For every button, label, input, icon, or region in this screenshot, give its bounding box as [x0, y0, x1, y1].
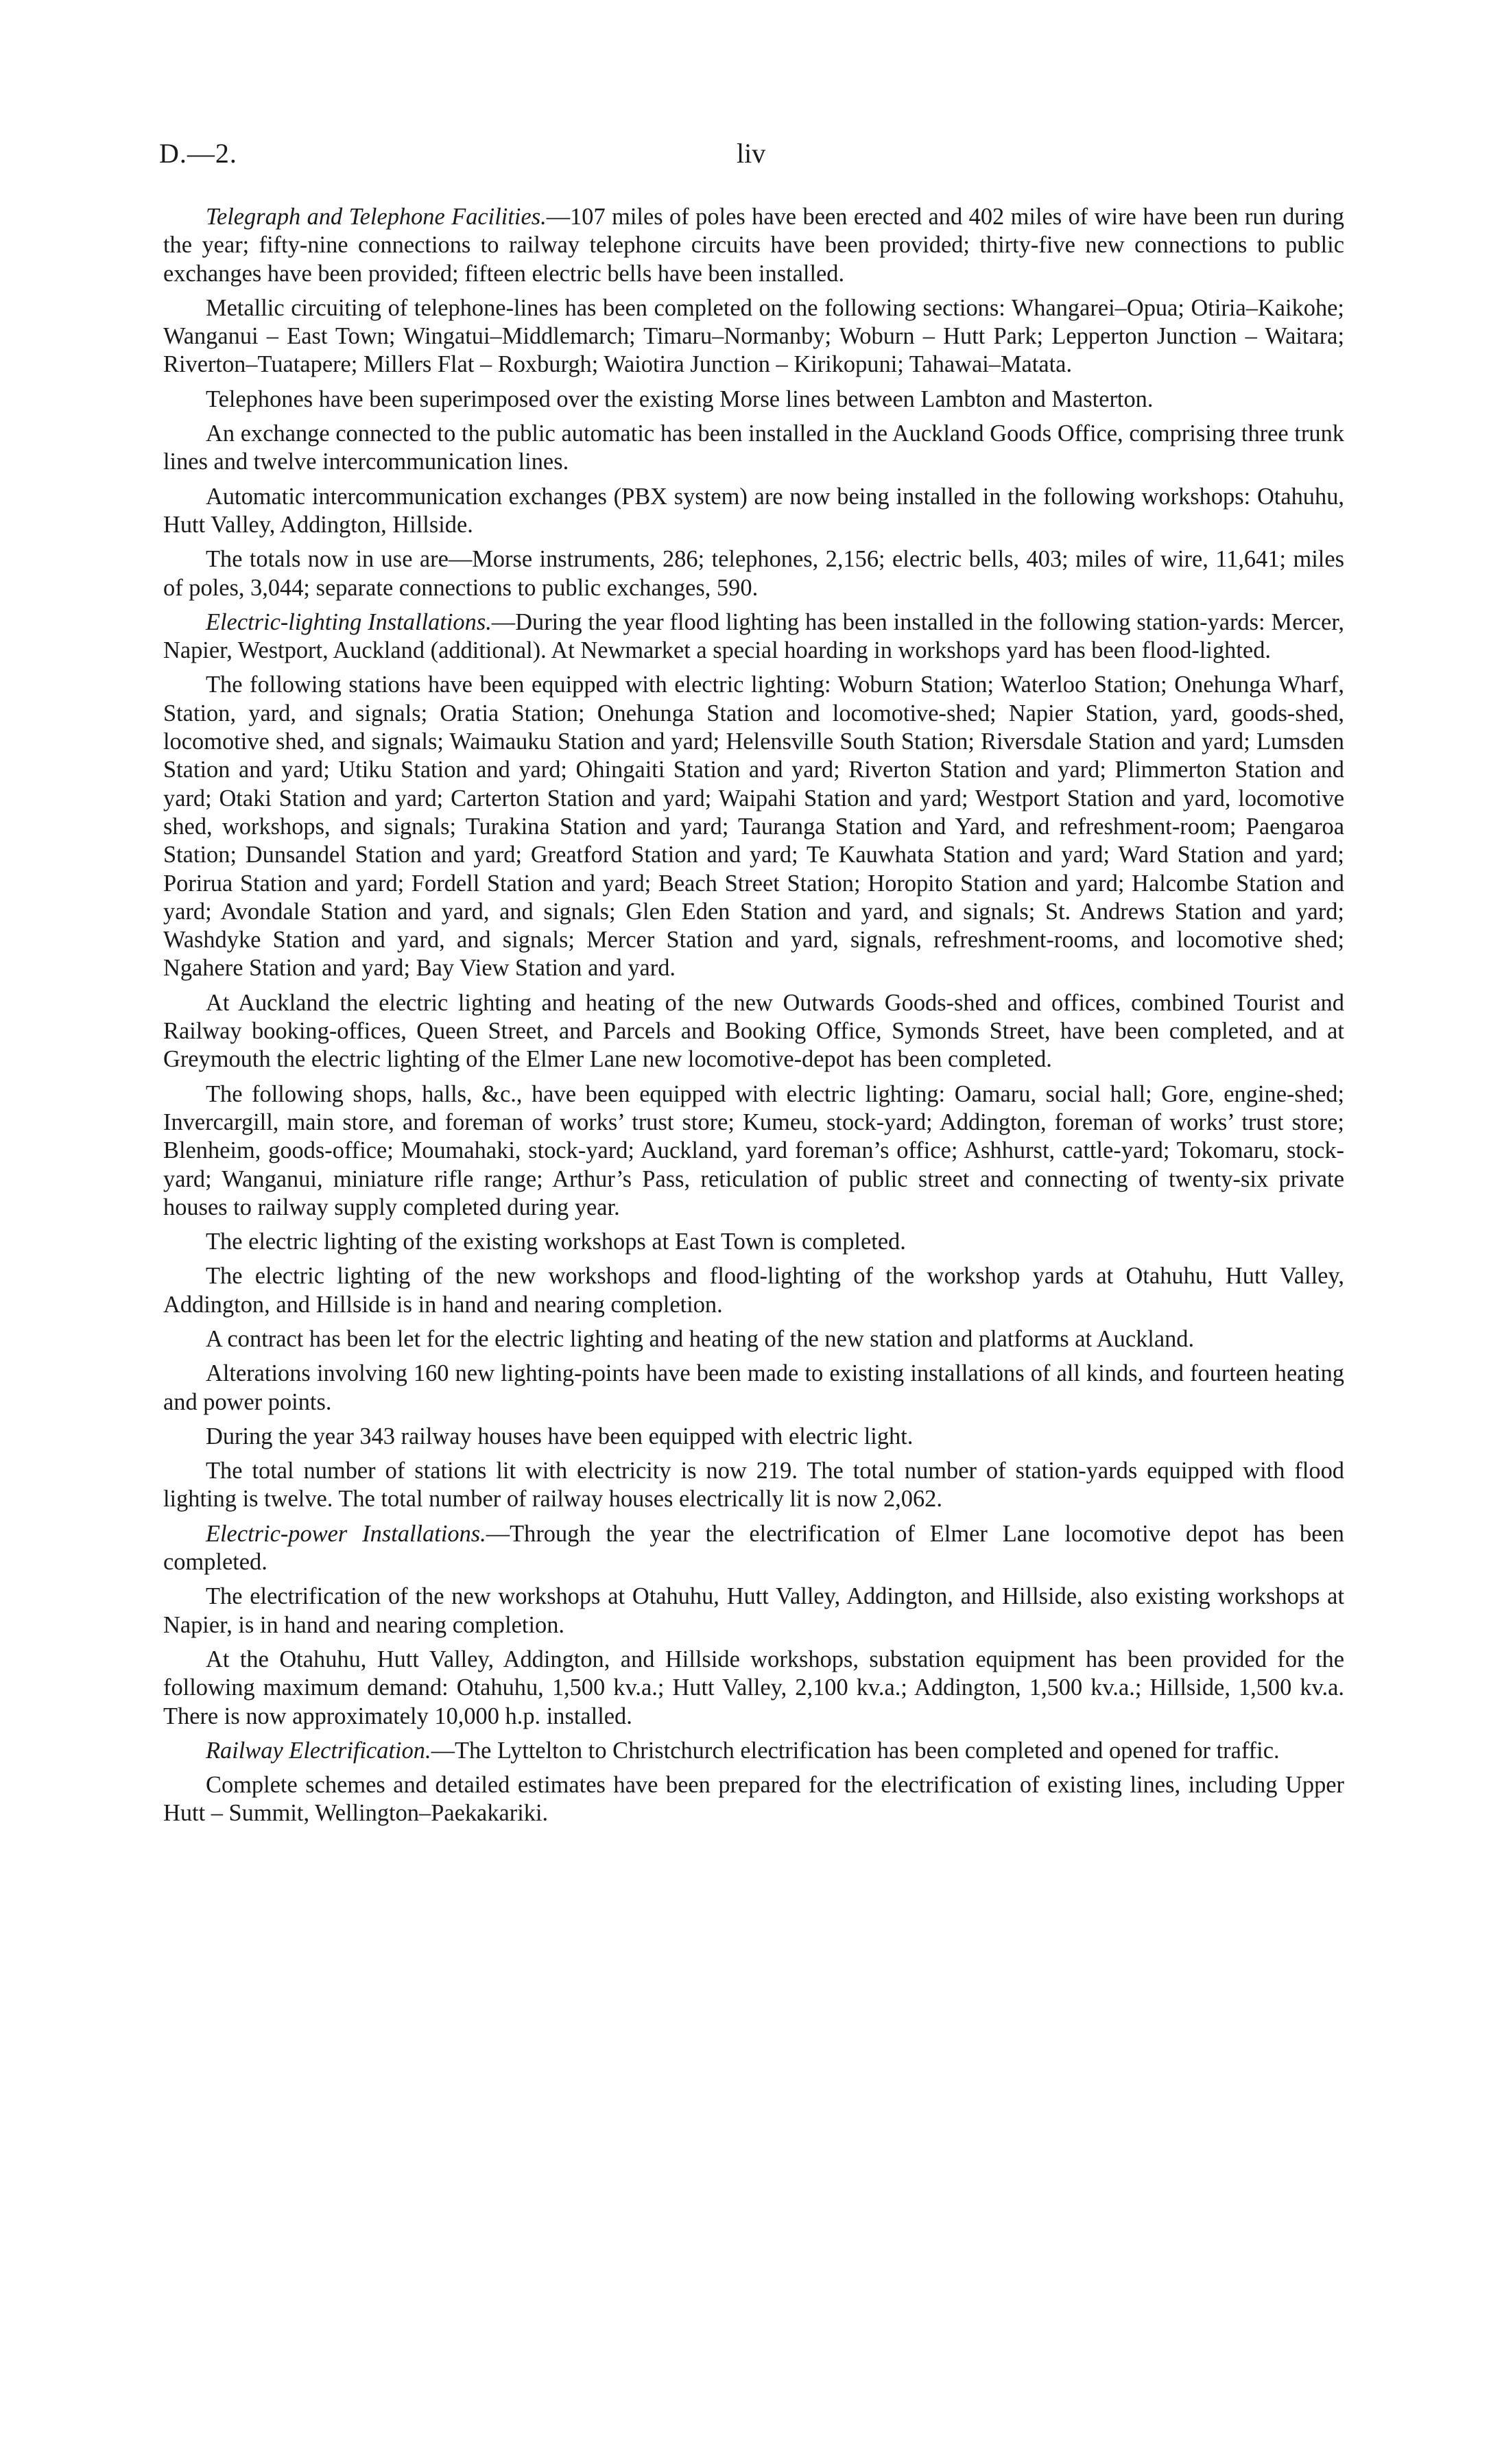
paragraph-text: An exchange connected to the public automatic has been installed in the Auckland Goods Office, comprising three trunk lines and twelve intercommunication lines.: [163, 420, 1344, 475]
paragraph-text: Telephones have been superimposed over the existing Morse lines between Lambton and Masterton.: [206, 386, 1154, 412]
paragraph: [163, 1457, 1344, 1514]
paragraph: [163, 386, 1344, 414]
paragraph-text: The electric lighting of the existing workshops at East Town is completed.: [206, 1229, 906, 1255]
section-heading: Electric-lighting Installations.: [206, 608, 492, 635]
paragraph-text: At Auckland the electric lighting and heating of the new Outwards Goods-shed and offices, combined Tourist and Railway booking-offices, Queen Street, and Parcels and Booking Office, Symonds Street, have been completed, and at Greymouth the electric lighting of the Elmer Lane new locomotive-depot has been completed.: [163, 989, 1344, 1073]
paragraph-text: —During the year flood lighting has been installed in the following station-yards: Mercer, Napier, Westport, Auckland (additional). At Newmarket a special hoarding in workshops yard has been flood-lighted.: [163, 608, 1344, 664]
paragraph: [163, 608, 1344, 665]
section-heading: Telegraph and Telephone Facilities.: [206, 204, 547, 230]
paragraph: [163, 989, 1344, 1074]
paragraph: [163, 420, 1344, 477]
section-heading: Railway Electrification.: [206, 1737, 431, 1764]
page-number: liv: [737, 138, 766, 169]
paragraph-text: The totals now in use are—Morse instruments, 286; telephones, 2,156; electric bells, 403; miles of wire, 11,641; miles of poles, 3,044; separate connections to public exchanges, 590.: [163, 546, 1344, 601]
paragraph: [163, 1646, 1344, 1731]
paragraph: [163, 1228, 1344, 1256]
paragraph: [163, 545, 1344, 602]
paragraph-text: —The Lyttelton to Christchurch electrification has been completed and opened for traffic.: [431, 1737, 1280, 1764]
paragraph: [163, 203, 1344, 288]
paragraph-text: Metallic circuiting of telephone-lines has been completed on the following sections: Whangarei–Opua; Otiria–Kaikohe; Wanganui – East Town; Wingatui–Middlemarch; Timaru–Normanby; Woburn – Hutt Park; Lepperton Junction – Waitara; Riverton–Tuatapere; Millers Flat – Roxburgh; Waiotira Junction – Kirikopuni; Tahawai–Matata.: [163, 294, 1344, 378]
paragraph-text: Alterations involving 160 new lighting-points have been made to existing installations of all kinds, and fourteen heating and power points.: [163, 1360, 1344, 1415]
paragraph-text: The following stations have been equipped with electric lighting: Woburn Station; Waterloo Station; Onehunga Wharf, Station, yard, and signals; Oratia Station; Onehunga Station and locomotive-shed; Napier Station, yard, goods-shed, locomotive shed, and signals; Waimauku Station and yard; Helensville South Station; Riversdale Station and yard; Lumsden Station and yard; Utiku Station and yard; Ohingaiti Station and yard; Riverton Station and yard; Plimmerton Station and yard; Otaki Station and yard; Carterton Station and yard; Waipahi Station and yard; Westport Station and yard, locomotive shed, workshops, and signals; Turakina Station and yard; Tauranga Station and Yard, and refreshment-room; Paengaroa Station; Dunsandel Station and yard; Greatford Station and yard; Te Kauwhata Station and yard; Ward Station and yard; Porirua Station and yard; Fordell Station and yard; Beach Street Station; Horopito Station and yard; Halcombe Station and yard; Avondale Station and yard, and signals; Glen Eden Station and yard, and signals; St. Andrews Station and yard; Washdyke Station and yard, and signals; Mercer Station and yard, signals, refreshment-rooms, and locomotive shed; Ngahere Station and yard; Bay View Station and yard.: [163, 672, 1344, 982]
paragraph-text: During the year 343 railway houses have been equipped with electric light.: [206, 1423, 914, 1449]
paragraph: [163, 1262, 1344, 1319]
paragraph: [163, 1080, 1344, 1222]
paragraph-text: At the Otahuhu, Hutt Valley, Addington, and Hillside workshops, substation equipment has been provided for the following maximum demand: Otahuhu, 1,500 kv.a.; Hutt Valley, 2,100 kv.a.; Addington, 1,500 kv.a.; Hillside, 1,500 kv.a. There is now approximately 10,000 h.p. installed.: [163, 1646, 1344, 1729]
paragraph-text: The electric lighting of the new workshops and flood-lighting of the workshop yards at Otahuhu, Hutt Valley, Addington, and Hillside is in hand and nearing completion.: [163, 1263, 1344, 1318]
paragraph-text: The electrification of the new workshops at Otahuhu, Hutt Valley, Addington, and Hillside, also existing workshops at Napier, is in hand and nearing completion.: [163, 1583, 1344, 1638]
paragraph-text: —107 miles of poles have been erected and 402 miles of wire have been run during the year; fifty-nine connections to railway telephone circuits have been provided; thirty-five new connections to public exchanges have been provided; fifteen electric bells have been installed.: [163, 204, 1344, 287]
paragraph: [163, 1520, 1344, 1577]
paragraph: [163, 1583, 1344, 1639]
paragraph: [163, 1325, 1344, 1353]
paragraph-text: A contract has been let for the electric lighting and heating of the new station and platforms at Auckland.: [206, 1325, 1195, 1352]
paragraph: [163, 1360, 1344, 1417]
paragraph: [163, 1423, 1344, 1451]
paragraph: [163, 671, 1344, 982]
paragraph: [163, 1737, 1344, 1765]
paragraph-text: The following shops, halls, &c., have been equipped with electric lighting: Oamaru, social hall; Gore, engine-shed; Invercargill, main store, and foreman of works’ trust store; Kumeu, stock-yard; Addington, foreman of works’ trust store; Blenheim, goods-office; Moumahaki, stock-yard; Auckland, yard foreman’s office; Ashhurst, cattle-yard; Tokomaru, stock-yard; Wanganui, miniature rifle range; Arthur’s Pass, reticulation of public street and connecting of twenty-six private houses to railway supply completed during year.: [163, 1080, 1344, 1220]
paragraph-text: Automatic intercommunication exchanges (PBX system) are now being installed in the following workshops: Otahuhu, Hutt Valley, Addington, Hillside.: [163, 483, 1344, 538]
section-heading: Electric-power Installations.: [206, 1520, 486, 1547]
paragraph: [163, 483, 1344, 540]
paragraph-text: —Through the year the electrification of Elmer Lane locomotive depot has been completed.: [163, 1520, 1344, 1576]
page-header: [159, 137, 1344, 178]
paragraph: [163, 294, 1344, 379]
paragraph-text: The total number of stations lit with electricity is now 219. The total number of station-yards equipped with flood lighting is twelve. The total number of railway houses electrically lit is now 2,062.: [163, 1458, 1344, 1513]
document-reference: D.—2.: [159, 138, 237, 169]
paragraph-text: Complete schemes and detailed estimates have been prepared for the electrification of existing lines, including Upper Hutt – Summit, Wellington–Paekakariki.: [163, 1772, 1344, 1827]
body-text: [163, 203, 1344, 1834]
paragraph: [163, 1771, 1344, 1828]
